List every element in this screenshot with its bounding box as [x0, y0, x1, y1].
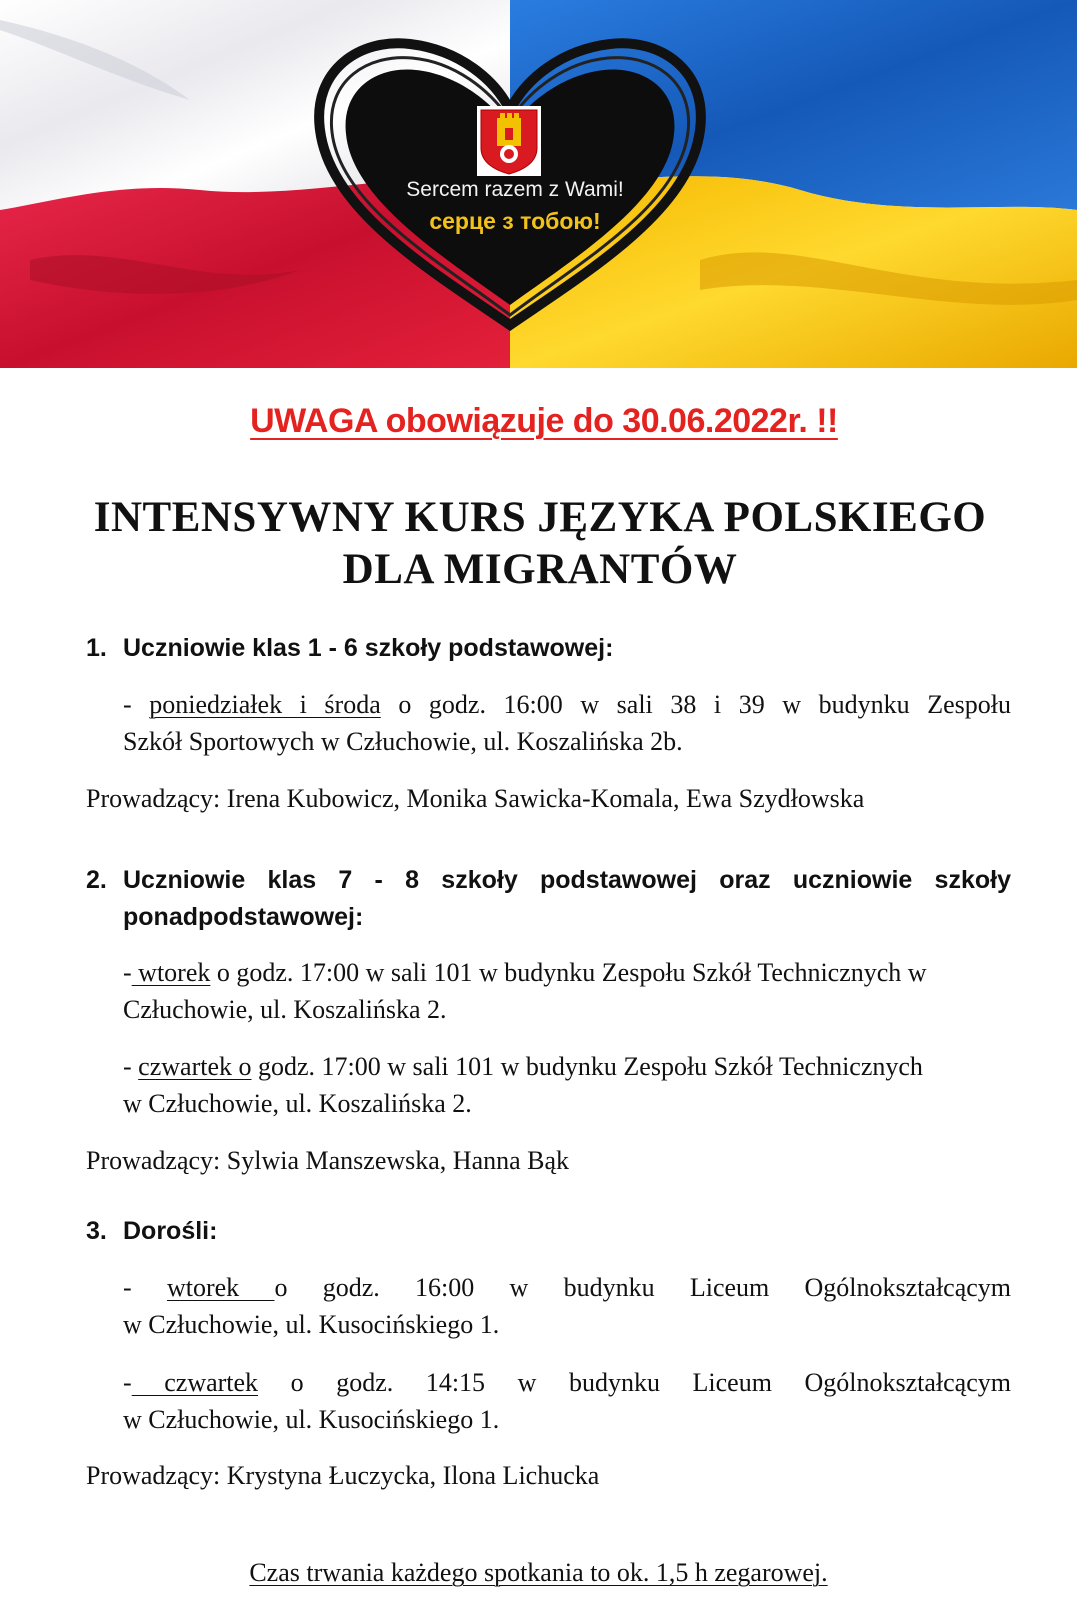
heart-slogan-ukrainian: серце з тобою!	[429, 208, 601, 234]
section-number: 3.	[86, 1217, 107, 1245]
heart-slogan-polish: Sercem razem z Wami!	[406, 178, 624, 201]
section-title-line-2: ponadpodstawowej:	[123, 903, 364, 931]
entry-line-2: w Człuchowie, ul. Kusocińskiego 1.	[123, 1310, 500, 1339]
entry-line-1: - wtorek o godz. 17:00 w sali 101 w budynku Zespołu Szkół Technicznych w	[123, 958, 927, 987]
section-2-entry-1	[123, 954, 1011, 1028]
section-3-entry-1	[123, 1269, 1011, 1343]
page-title	[40, 492, 1040, 596]
section-number: 2.	[86, 866, 107, 894]
entry-line-1: - czwartek o godz. 14:15 w budynku Liceum Ogólnokształcącym	[123, 1368, 1011, 1397]
section-3-heading	[86, 1213, 1011, 1250]
entry-line-1: - czwartek o godz. 17:00 w sali 101 w budynku Zespołu Szkół Technicznych	[123, 1052, 923, 1081]
entry-line-1: - wtorek o godz. 16:00 w budynku Liceum Ogólnokształcącym	[123, 1273, 1012, 1302]
section-title: Dorośli:	[123, 1217, 218, 1245]
section-2-heading	[86, 862, 1011, 936]
section-1-leaders: Prowadzący: Irena Kubowicz, Monika Sawicka-Komala, Ewa Szydłowska	[86, 784, 865, 813]
entry-line-2: w Człuchowie, ul. Kusocińskiego 1.	[123, 1405, 500, 1434]
entry-line-2: Szkół Sportowych w Człuchowie, ul. Koszalińska 2b.	[123, 727, 683, 756]
meeting-duration-note: Czas trwania każdego spotkania to ok. 1,5 h zegarowej.	[249, 1558, 828, 1587]
validity-notice: UWAGA obowiązuje do 30.06.2022r. !!	[250, 402, 838, 440]
entry-day: czwartek o	[138, 1052, 252, 1081]
entry-day: wtorek	[131, 958, 211, 987]
section-1-entry-1	[123, 686, 1011, 760]
coat-of-arms-icon	[477, 106, 541, 176]
section-2-entry-2	[123, 1048, 1011, 1122]
section-2-leaders: Prowadzący: Sylwia Manszewska, Hanna Bąk	[86, 1146, 570, 1175]
title-line-1: INTENSYWNY KURS JĘZYKA POLSKIEGO	[93, 494, 987, 541]
entry-line-2: w Człuchowie, ul. Koszalińska 2.	[123, 1089, 472, 1118]
title-line-2: DLA MIGRANTÓW	[342, 546, 738, 593]
section-title-line-1: Uczniowie klas 7 - 8 szkoły podstawowej oraz uczniowie szkoły	[123, 866, 1011, 894]
entry-day: czwartek	[131, 1368, 259, 1397]
section-1-heading	[86, 630, 1011, 667]
section-3-leaders: Prowadzący: Krystyna Łuczycka, Ilona Lichucka	[86, 1461, 600, 1490]
entry-day: poniedziałek i środa	[149, 690, 381, 719]
section-3-entry-2	[123, 1364, 1011, 1438]
section-number: 1.	[86, 634, 107, 662]
entry-line-2: Człuchowie, ul. Koszalińska 2.	[123, 995, 447, 1024]
flags-banner	[0, 0, 1077, 368]
section-title: Uczniowie klas 1 - 6 szkoły podstawowej:	[123, 634, 614, 662]
entry-line-1: - poniedziałek i środa o godz. 16:00 w sali 38 i 39 w budynku Zespołu	[123, 690, 1011, 719]
entry-day: wtorek	[166, 1273, 275, 1302]
